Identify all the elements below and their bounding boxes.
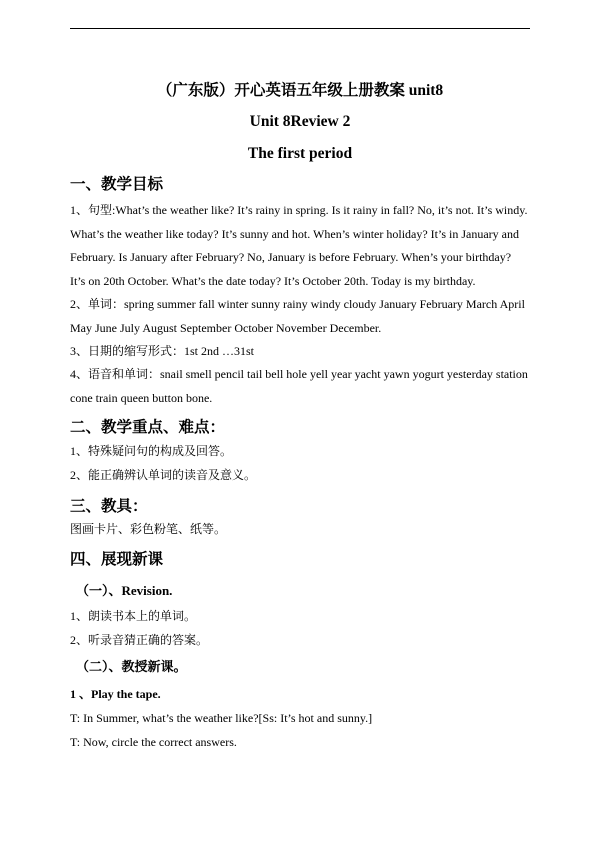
text-line: 1、句型:What’s the weather like? It’s rainy in spring. Is it rainy in fall? No, it’s not. It’s windy. <box>70 203 528 217</box>
objective-item-4 <box>70 363 532 410</box>
section-heading-objectives: 一、教学目标 <box>70 175 164 193</box>
revision-item: 2、听录音猜正确的答案。 <box>70 633 209 647</box>
text-line: cone train queen button bone. <box>70 390 213 405</box>
keypoint-item: 1、特殊疑问句的构成及回答。 <box>70 444 233 458</box>
dialogue-line: T: Now, circle the correct answers. <box>70 735 237 749</box>
keypoint-item: 2、能正确辨认单词的读音及意义。 <box>70 468 257 482</box>
objective-item-2 <box>70 293 532 340</box>
dialogue-line: T: In Summer, what’s the weather like?[Ss: It’s hot and sunny.] <box>70 711 373 725</box>
unit-subtitle: Unit 8Review 2 <box>249 113 351 130</box>
section-heading-keypoints: 二、教学重点、难点： <box>70 418 226 436</box>
text-line: February. Is January after February? No, January is before February. When’s your birthday? <box>70 250 512 264</box>
document-title: （广东版）开心英语五年级上册教案 unit8 <box>156 82 444 99</box>
revision-item: 1、朗读书本上的单词。 <box>70 609 197 623</box>
text-line: What’s the weather like today? It’s sunny and hot. When’s winter holiday? It’s in January and <box>70 226 519 241</box>
text-line: May June July August September October November December. <box>70 320 382 335</box>
teaching-aids-text: 图画卡片、彩色粉笔、纸等。 <box>70 522 227 536</box>
revision-title: （一）、Revision. <box>76 583 173 598</box>
new-lesson-title: （二）、教授新课。 <box>76 659 187 674</box>
section-heading-teaching-aids: 三、教具： <box>70 497 148 515</box>
step-play-tape: 1 、Play the tape. <box>70 687 161 701</box>
text-line: 4、语音和单词：snail smell pencil tail bell hole yell year yacht yawn yogurt yesterday station <box>70 367 528 381</box>
text-line: It’s on 20th October. What’s the date today? It’s October 20th. Today is my birthday. <box>70 273 476 288</box>
period-title: The first period <box>247 145 353 162</box>
text-line: 2、单词：spring summer fall winter sunny rainy windy cloudy January February March April <box>70 297 525 311</box>
header-rule <box>70 28 530 29</box>
objective-item-3: 3、日期的缩写形式：1st 2nd …31st <box>70 344 255 358</box>
objective-item-1 <box>70 199 532 293</box>
section-heading-new-lesson: 四、展现新课 <box>70 550 164 568</box>
